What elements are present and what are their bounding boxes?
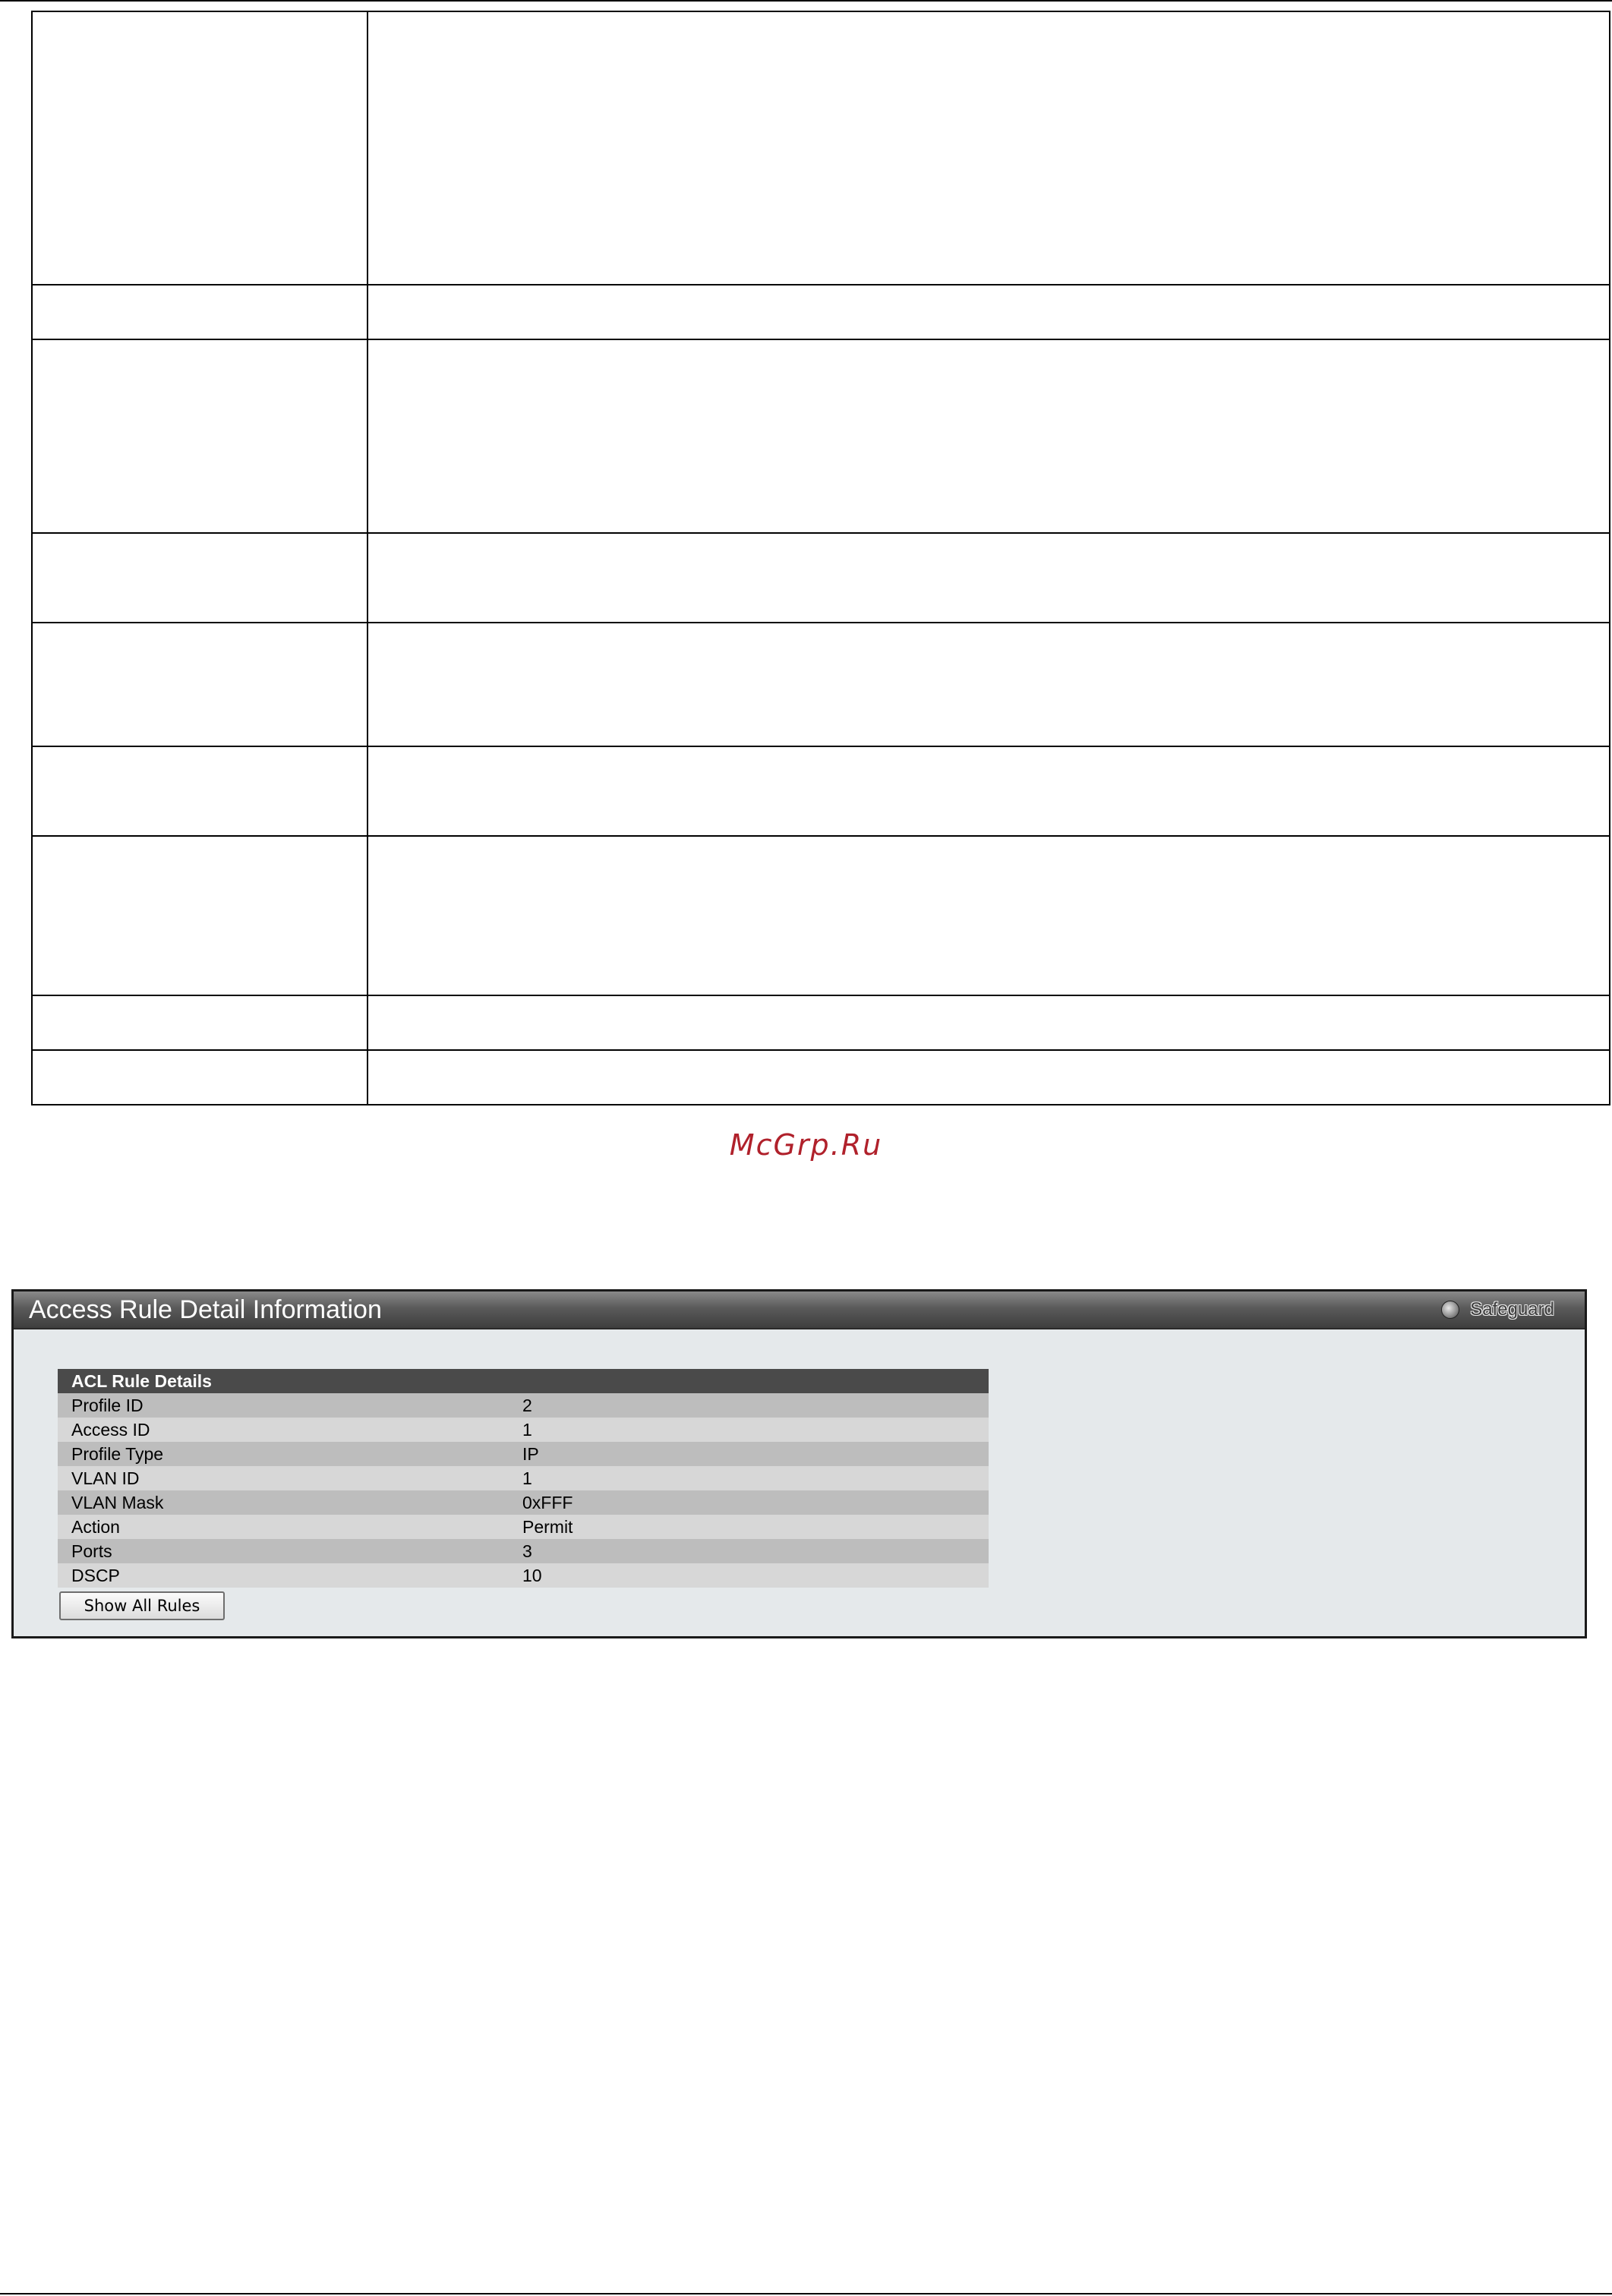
row-value: 10: [522, 1563, 989, 1588]
watermark: McGrp.Ru: [729, 1128, 883, 1162]
row-label: VLAN Mask: [58, 1490, 522, 1515]
table-row: [32, 836, 1610, 995]
safeguard-label: Safeguard: [1470, 1299, 1554, 1320]
row-label: DSCP: [58, 1563, 522, 1588]
table-row: [58, 1490, 989, 1515]
row-value: 2: [522, 1393, 989, 1418]
panel-title: Access Rule Detail Information: [29, 1295, 382, 1324]
table-row: [58, 1442, 989, 1466]
row-label: Profile ID: [58, 1393, 522, 1418]
table-row: [32, 746, 1610, 836]
table-header: ACL Rule Details: [58, 1369, 989, 1393]
parameter-table: [31, 11, 1610, 1105]
acl-rule-details-table: [58, 1369, 989, 1588]
table-header-row: [58, 1369, 989, 1393]
row-label: VLAN ID: [58, 1466, 522, 1490]
row-label: Access ID: [58, 1418, 522, 1442]
table-row: [58, 1563, 989, 1588]
safeguard-icon: [1441, 1301, 1459, 1319]
table-row: [32, 1050, 1610, 1105]
table-row: [58, 1418, 989, 1442]
row-value: 0xFFF: [522, 1490, 989, 1515]
table-row: [32, 285, 1610, 339]
table-row: [32, 623, 1610, 746]
table-row: [32, 533, 1610, 623]
bottom-rule: [0, 2293, 1612, 2294]
row-label: Action: [58, 1515, 522, 1539]
row-value: 1: [522, 1466, 989, 1490]
table-row: [58, 1515, 989, 1539]
safeguard-indicator: [1441, 1299, 1554, 1320]
access-rule-detail-panel: [11, 1289, 1587, 1638]
table-row: [58, 1466, 989, 1490]
table-row: [32, 995, 1610, 1050]
row-label: Profile Type: [58, 1442, 522, 1466]
row-value: Permit: [522, 1515, 989, 1539]
row-value: 1: [522, 1418, 989, 1442]
panel-header: [14, 1292, 1585, 1329]
table-row: [58, 1539, 989, 1563]
row-value: 3: [522, 1539, 989, 1563]
row-label: Ports: [58, 1539, 522, 1563]
table-row: [58, 1393, 989, 1418]
row-value: IP: [522, 1442, 989, 1466]
table-row: [32, 11, 1610, 285]
table-row: [32, 339, 1610, 533]
show-all-rules-button[interactable]: Show All Rules: [59, 1591, 225, 1620]
top-rule: [0, 0, 1612, 2]
